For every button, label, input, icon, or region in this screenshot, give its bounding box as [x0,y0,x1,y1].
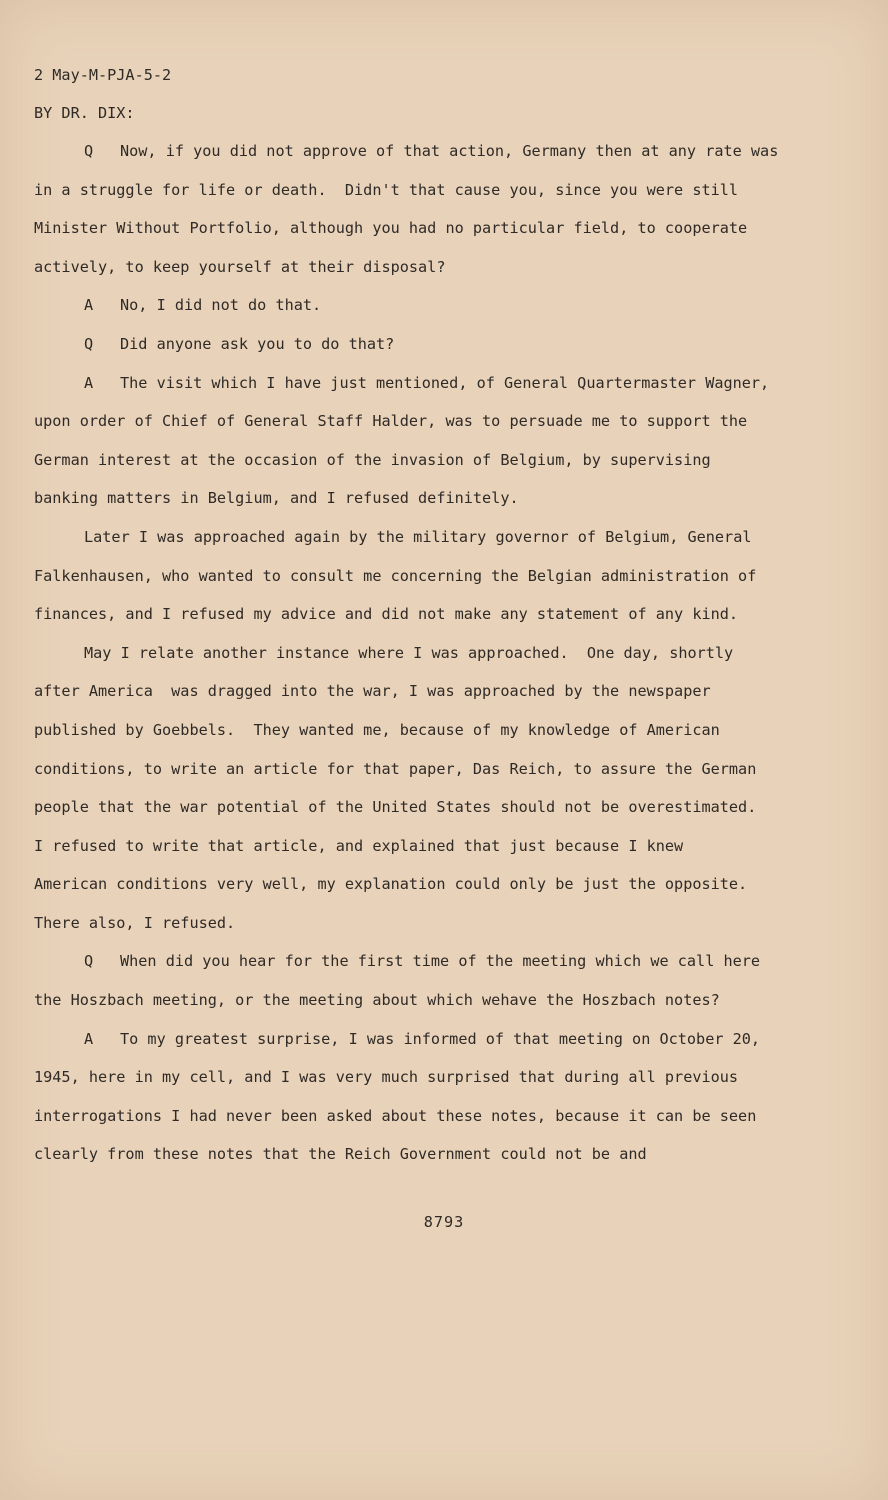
line-text: 1945, here in my cell, and I was very much surprised that during all previous [34,1068,739,1087]
line-text: interrogations I had never been asked about these notes, because it can be seen [34,1106,757,1125]
transcript-line [34,1135,824,1174]
line-text: after America was dragged into the war, I was approached by the newspaper [34,682,711,701]
transcript-line [34,1097,824,1136]
transcript-line [34,441,824,480]
line-text: clearly from these notes that the Reich Government could not be and [34,1145,647,1164]
transcript-line [34,788,824,827]
line-text: Later I was approached again by the military governor of Belgium, General [84,527,752,546]
transcript-line [34,1020,824,1059]
line-text: No, I did not do that. [120,296,322,315]
line-text: Did anyone ask you to do that? [120,334,395,353]
transcript-line [34,171,824,210]
line-text: in a struggle for life or death. Didn't that cause you, since you were still [34,180,739,199]
transcript-line [34,364,824,403]
transcript-line [34,750,824,789]
transcript-line [34,132,824,171]
transcript-line [34,248,824,287]
transcript-line [34,209,824,248]
page-number: 8793 [423,1213,465,1231]
transcript-line [34,904,824,943]
transcript-line [34,981,824,1020]
transcript-line [34,672,824,711]
transcript-body [34,132,824,1174]
transcript-line [34,711,824,750]
line-text: published by Goebbels. They wanted me, because of my knowledge of American [34,720,720,739]
line-text: actively, to keep yourself at their disposal? [34,257,446,276]
line-text: When did you hear for the first time of the meeting which we call here [120,952,761,971]
transcript-line [34,402,824,441]
transcript-line [34,595,824,634]
line-text: finances, and I refused my advice and did not make any statement of any kind. [34,605,739,624]
transcript-line [34,557,824,596]
speaker-label: Q [84,142,94,160]
line-text: the Hoszbach meeting, or the meeting about which wehave the Hoszbach notes? [34,991,720,1010]
line-text: Minister Without Portfolio, although you had no particular field, to cooperate [34,219,748,238]
line-text: The visit which I have just mentioned, of General Quartermaster Wagner, [120,373,770,392]
line-text: banking matters in Belgium, and I refused definitely. [34,489,519,508]
speaker-label: Q [84,334,94,353]
transcript-line [34,518,824,557]
line-text: American conditions very well, my explanation could only be just the opposite. [34,875,748,894]
line-text: German interest at the occasion of the invasion of Belgium, by supervising [34,450,711,469]
line-text: people that the war potential of the United States should not be overestimated. [34,798,757,817]
transcript-line [34,479,824,518]
line-text: conditions, to write an article for that paper, Das Reich, to assure the German [34,759,757,778]
transcript-line [34,325,824,364]
line-text: I refused to write that article, and explained that just because I knew [34,836,684,855]
document-reference: 2 May-M-PJA-5-2 [34,66,172,84]
transcript-line [34,827,824,866]
transcript-line [34,942,824,981]
transcript-line [34,1058,824,1097]
transcript-line [34,865,824,904]
examiner-heading: BY DR. DIX: [34,104,135,122]
line-text: Now, if you did not approve of that action, Germany then at any rate was [120,142,779,160]
speaker-label: A [84,296,94,315]
line-text: Falkenhausen, who wanted to consult me concerning the Belgian administration of [34,566,757,585]
transcript-line [34,634,824,673]
line-text: To my greatest surprise, I was informed of that meeting on October 20, [120,1029,761,1048]
transcript-line [34,286,824,325]
speaker-label: Q [84,952,94,971]
line-text: May I relate another instance where I was approached. One day, shortly [84,643,734,662]
speaker-label: A [84,373,94,392]
line-text: upon order of Chief of General Staff Halder, was to persuade me to support the [34,412,748,431]
line-text: There also, I refused. [34,913,236,932]
speaker-label: A [84,1029,94,1048]
